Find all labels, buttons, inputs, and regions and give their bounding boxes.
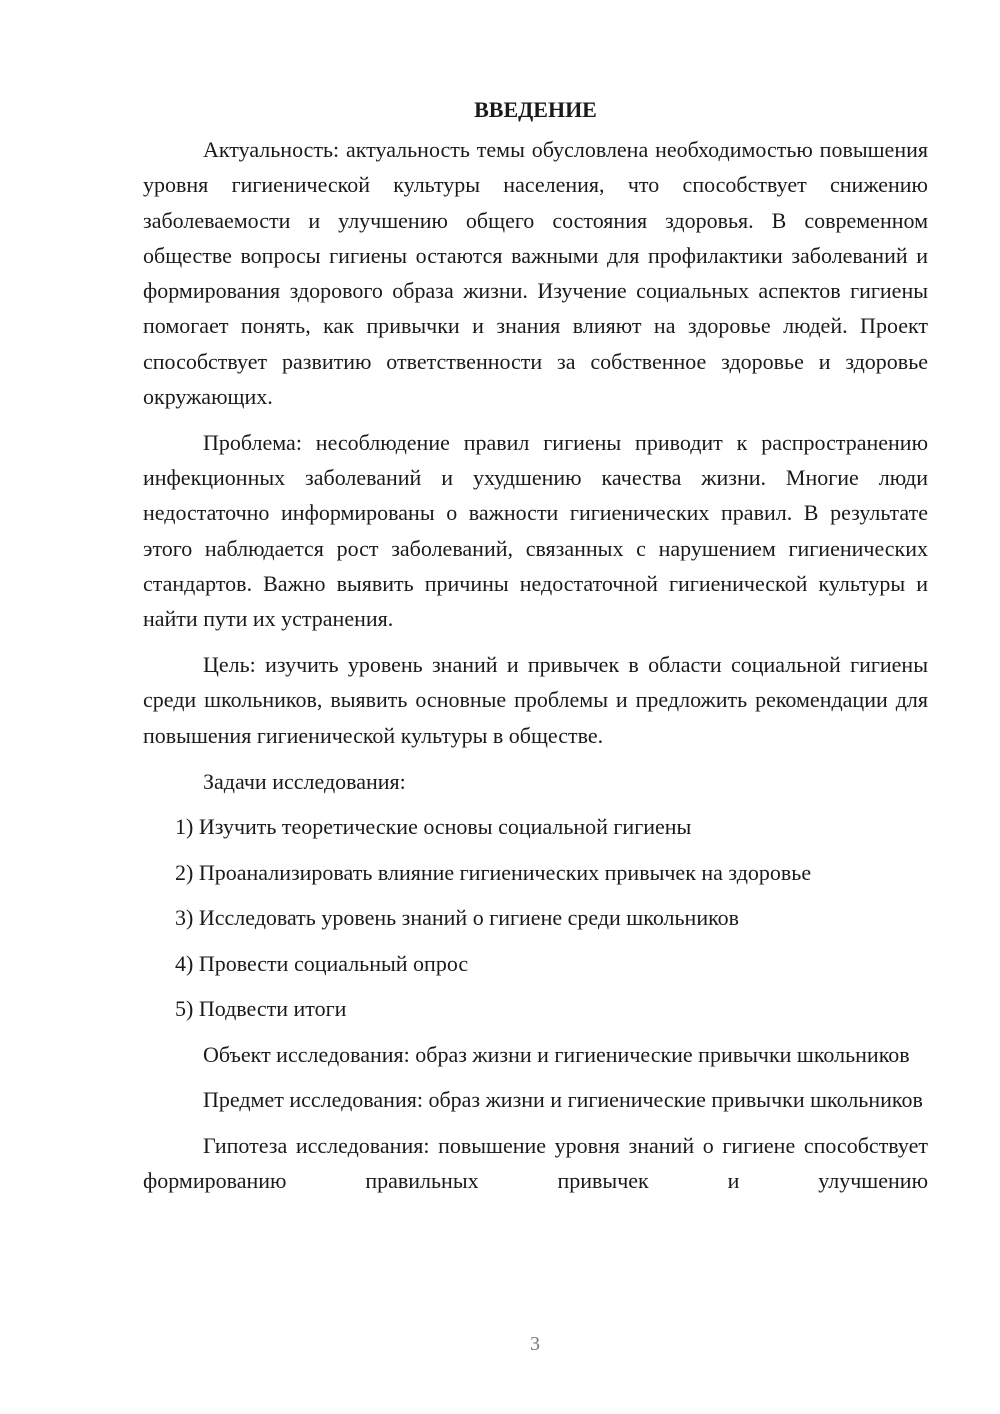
task-item: 2) Проанализировать влияние гигиенических привычек на здоровье — [175, 859, 812, 885]
object-paragraph: Объект исследования: образ жизни и гигиенические привычки школьников — [203, 1041, 910, 1067]
task-item: 1) Изучить теоретические основы социальной гигиены — [175, 814, 692, 840]
task-item: 4) Провести социальный опрос — [175, 950, 469, 976]
problem-paragraph: Проблема: несоблюдение правил гигиены приводит к распространению инфекционных заболеваний и ухудшению качества жизни. Многие люди недостаточно информированы о важности гигиенических правил. В результате этого наблюдается рост заболеваний, связанных с нарушением гигиенических стандартов. Важно выявить причины недостаточной гигиенической культуры и найти пути их устранения. — [143, 429, 928, 632]
relevance-paragraph: Актуальность: актуальность темы обусловлена необходимостью повышения уровня гигиенической культуры населения, что способствует снижению заболеваемости и улучшению общего состояния здоровья. В современном обществе вопросы гигиены остаются важными для профилактики заболеваний и формирования здорового образа жизни. Изучение социальных аспектов гигиены помогает понять, как привычки и знания влияют на здоровье людей. Проект способствует развитию ответственности за собственное здоровье и здоровье окружающих. — [143, 137, 928, 410]
hypothesis-paragraph: Гипотеза исследования: повышение уровня знаний о гигиене способствует формированию правильных привычек и улучшению — [143, 1133, 928, 1194]
section-heading: ВВЕДЕНИЕ — [474, 97, 597, 122]
task-item: 3) Исследовать уровень знаний о гигиене среди школьников — [175, 905, 740, 931]
document-page — [143, 92, 928, 1199]
page-number: 3 — [530, 1333, 540, 1355]
tasks-title: Задачи исследования: — [203, 768, 406, 794]
subject-paragraph: Предмет исследования: образ жизни и гигиенические привычки школьников — [203, 1087, 923, 1113]
task-item: 5) Подвести итоги — [175, 996, 347, 1022]
goal-paragraph: Цель: изучить уровень знаний и привычек в области социальной гигиены среди школьников, выявить основные проблемы и предложить рекомендации для повышения гигиенической культуры в обществе. — [143, 652, 928, 748]
